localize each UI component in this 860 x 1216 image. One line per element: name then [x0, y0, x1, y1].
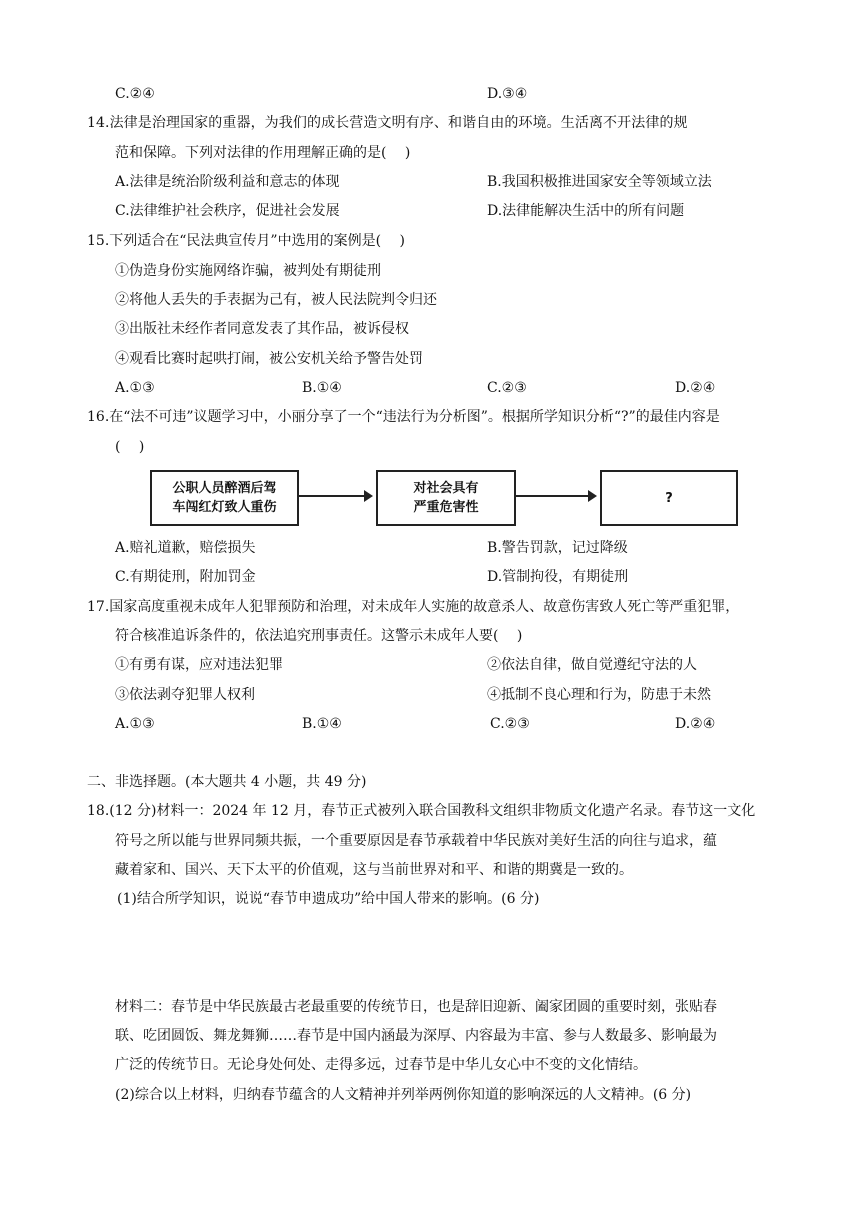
- q17-option-d: D.②④: [675, 716, 716, 732]
- q18-material2-line2: 联、吃团圆饭、舞龙舞狮……春节是中国内涵最为深厚、内容最为丰富、参与人数最多、影响最为: [115, 1028, 717, 1044]
- q17-item-4: ④抵制不良心理和行为，防患于未然: [487, 687, 711, 703]
- q14-option-c: C.法律维护社会秩序，促进社会发展: [115, 203, 340, 219]
- q17-stem-line1: 17.国家高度重视未成年人犯罪预防和治理，对未成年人实施的故意杀人、故意伤害致人死亡等严重犯罪，: [87, 599, 740, 615]
- q17-stem-line2: 符合核准追诉条件的，依法追究刑事责任。这警示未成年人要( ): [115, 628, 523, 644]
- q16-option-c: C.有期徒刑，附加罚金: [115, 569, 256, 585]
- q17-option-b: B.①④: [302, 716, 342, 732]
- q16-option-d: D.管制拘役，有期徒刑: [487, 569, 629, 585]
- q18-question2: (2)综合以上材料，归纳春节蕴含的人文精神并列举两例你知道的影响深远的人文精神。(6 分): [115, 1087, 692, 1103]
- q15-item-3: ③出版社未经作者同意发表了其作品，被诉侵权: [115, 321, 409, 337]
- diagram-box-harm: [376, 470, 516, 526]
- q17-item-2: ②依法自律，做自觉遵纪守法的人: [487, 657, 697, 673]
- q17-item-1: ①有勇有谋，应对违法犯罪: [115, 657, 283, 673]
- q18-material2-line3: 广泛的传统节日。无论身处何处、走得多远，过春节是中华儿女心中不变的文化情结。: [115, 1057, 647, 1073]
- q15-option-c: C.②③: [487, 380, 527, 396]
- q18-material1-line2: 符号之所以能与世界同频共振，一个重要原因是春节承载着中华民族对美好生活的向往与追求，蕴: [115, 833, 717, 849]
- q15-item-4: ④观看比赛时起哄打闹，被公安机关给予警告处罚: [115, 351, 423, 367]
- diagram-arrow-1: [299, 495, 371, 497]
- q16-stem-line1: 16.在“法不可违”议题学习中，小丽分享了一个“违法行为分析图”。根据所学知识分析“?”的最佳内容是: [87, 409, 720, 425]
- q14-stem-line2: 范和保障。下列对法律的作用理解正确的是( ): [115, 145, 411, 161]
- diagram-question-mark: ?: [665, 490, 673, 506]
- q15-option-d: D.②④: [675, 380, 716, 396]
- q15-item-1: ①伪造身份实施网络诈骗，被判处有期徒刑: [115, 263, 381, 279]
- diagram-box-question: [600, 470, 738, 526]
- q17-option-a: A.①③: [115, 716, 155, 732]
- q13-option-c: C.②④: [115, 86, 155, 102]
- q18-material1-line1: 18.(12 分)材料一：2024 年 12 月，春节正式被列入联合国教科文组织非物质文化遗产名录。春节这一文化: [87, 803, 756, 819]
- q15-item-2: ②将他人丢失的手表据为己有，被人民法院判令归还: [115, 292, 437, 308]
- q18-material1-line3: 藏着家和、国兴、天下太平的价值观，这与当前世界对和平、和谐的期冀是一致的。: [115, 862, 633, 878]
- q13-option-d: D.③④: [487, 86, 528, 102]
- diagram-box-harm-line1: 对社会具有: [413, 481, 479, 496]
- q18-question1: (1)结合所学知识，说说“春节申遗成功”给中国人带来的影响。(6 分): [117, 891, 540, 907]
- q14-option-d: D.法律能解决生活中的所有问题: [487, 203, 685, 219]
- q15-option-b: B.①④: [302, 380, 342, 396]
- q14-option-b: B.我国积极推进国家安全等领域立法: [487, 174, 712, 190]
- diagram-box-harm-line2: 严重危害性: [413, 500, 479, 515]
- q15-option-a: A.①③: [115, 380, 155, 396]
- q17-item-3: ③依法剥夺犯罪人权利: [115, 687, 255, 703]
- q14-stem-line1: 14.法律是治理国家的重器，为我们的成长营造文明有序、和谐自由的环境。生活离不开法律的规: [87, 115, 688, 131]
- q16-stem-line2: ( ): [115, 439, 145, 455]
- q16-option-a: A.赔礼道歉，赔偿损失: [115, 540, 256, 556]
- diagram-box-behavior: [150, 470, 299, 526]
- q15-stem: 15.下列适合在“民法典宣传月”中选用的案例是( ): [87, 233, 405, 249]
- diagram-box-behavior-line2: 车闯红灯致人重伤: [172, 500, 277, 515]
- q16-option-b: B.警告罚款，记过降级: [487, 540, 628, 556]
- diagram-box-behavior-line1: 公职人员醉酒后驾: [172, 481, 277, 496]
- q14-option-a: A.法律是统治阶级利益和意志的体现: [115, 174, 340, 190]
- section-title: 二、非选择题。(本大题共 4 小题，共 49 分): [87, 774, 367, 790]
- diagram-arrow-2: [516, 495, 595, 497]
- q18-material2-line1: 材料二：春节是中华民族最古老最重要的传统节日，也是辞旧迎新、阖家团圆的重要时刻，张贴春: [115, 999, 717, 1015]
- q17-option-c: C.②③: [490, 716, 530, 732]
